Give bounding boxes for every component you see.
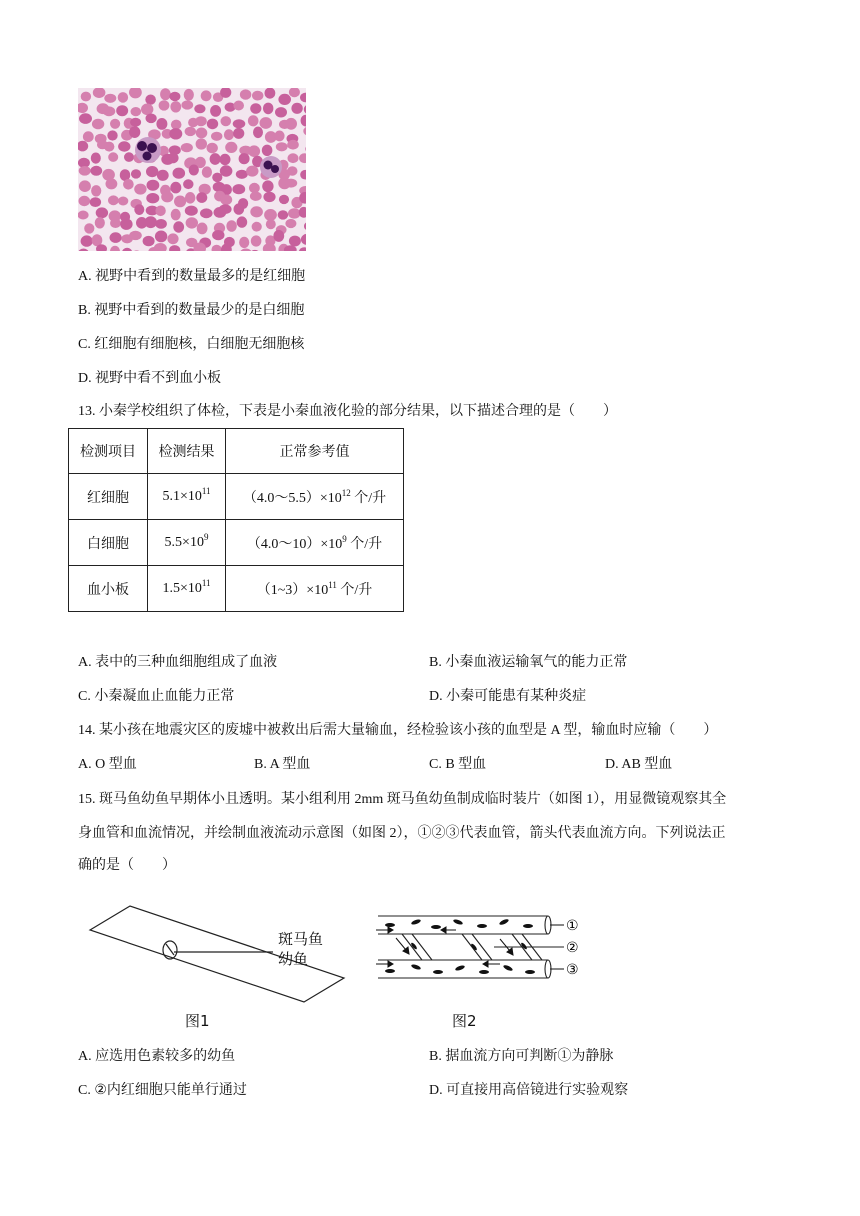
q13-option-a: A. 表中的三种血细胞组成了血液 bbox=[78, 655, 278, 670]
figure-2-vessels bbox=[372, 910, 602, 985]
q14-option-a: A. O 型血 bbox=[78, 757, 137, 772]
red-blood-cell bbox=[288, 208, 301, 218]
red-blood-cell bbox=[79, 166, 91, 176]
red-blood-cell bbox=[237, 216, 248, 227]
vessel-marker-2: ② bbox=[566, 940, 579, 956]
white-blood-cell bbox=[135, 137, 161, 163]
q15-option-d: D. 可直接用高倍镜进行实验观察 bbox=[429, 1083, 629, 1098]
red-blood-cell bbox=[278, 94, 291, 105]
red-blood-cell bbox=[207, 119, 218, 130]
red-blood-cell bbox=[279, 195, 289, 204]
table-cell-item: 血小板 bbox=[69, 566, 148, 612]
red-blood-cell bbox=[131, 107, 142, 116]
red-blood-cell bbox=[155, 231, 167, 243]
table-header: 检测结果 bbox=[148, 429, 226, 474]
red-blood-cell bbox=[155, 206, 165, 217]
red-blood-cell bbox=[186, 217, 198, 228]
red-blood-cell bbox=[263, 192, 275, 202]
table-cell-item: 白细胞 bbox=[69, 520, 148, 566]
red-blood-cell bbox=[92, 119, 104, 130]
red-blood-cell bbox=[170, 182, 181, 194]
red-blood-cell bbox=[210, 153, 221, 165]
red-blood-cell bbox=[248, 115, 259, 126]
figure-2-caption: 图2 bbox=[452, 1012, 477, 1030]
red-blood-cell bbox=[169, 92, 180, 101]
red-blood-cell bbox=[196, 128, 208, 139]
red-blood-cell bbox=[181, 100, 193, 109]
red-blood-cell bbox=[251, 235, 262, 246]
red-blood-cell bbox=[171, 209, 181, 221]
red-blood-cell bbox=[96, 207, 108, 218]
red-blood-cell bbox=[252, 222, 262, 232]
red-blood-cell bbox=[144, 216, 157, 228]
red-blood-cell bbox=[130, 118, 141, 127]
red-blood-cell bbox=[167, 233, 178, 244]
red-blood-cell bbox=[275, 107, 287, 117]
red-blood-cell bbox=[157, 170, 169, 181]
red-blood-cell bbox=[79, 196, 91, 206]
red-blood-cell bbox=[224, 129, 234, 140]
red-blood-cell bbox=[250, 103, 261, 114]
red-blood-cells bbox=[385, 918, 535, 974]
table-cell-result: $5.1\times 10^{11}$ bbox=[148, 474, 226, 520]
red-blood-cell bbox=[211, 132, 222, 141]
table-cell-item: 红细胞 bbox=[69, 474, 148, 520]
q12-option-a: A. 视野中看到的数量最多的是红细胞 bbox=[78, 269, 306, 284]
red-blood-cell bbox=[285, 219, 296, 228]
red-blood-cell bbox=[252, 91, 263, 101]
red-blood-cell bbox=[110, 232, 122, 243]
red-blood-cell bbox=[118, 197, 128, 206]
red-blood-cell bbox=[147, 180, 160, 191]
red-blood-cell bbox=[236, 170, 248, 179]
red-blood-cell bbox=[212, 230, 224, 240]
q13-option-b: B. 小秦血液运输氧气的能力正常 bbox=[429, 655, 628, 670]
table-row bbox=[69, 474, 404, 520]
vessel-marker-3: ③ bbox=[566, 962, 579, 978]
red-blood-cell bbox=[160, 88, 171, 100]
red-blood-cell bbox=[246, 166, 258, 177]
red-blood-cell bbox=[221, 116, 232, 126]
red-blood-cell bbox=[197, 223, 208, 235]
red-blood-cell bbox=[253, 127, 263, 139]
red-blood-cell bbox=[240, 89, 251, 99]
red-blood-cell bbox=[287, 140, 299, 150]
red-blood-cell bbox=[124, 152, 134, 162]
red-blood-cell bbox=[171, 120, 182, 130]
red-blood-cell bbox=[201, 90, 212, 101]
red-blood-cell bbox=[155, 219, 167, 229]
q14-stem: 14. 某小孩在地震灾区的废墟中被救出后需大量输血，经检验该小孩的血型是 A 型，输血时应输（ ） bbox=[78, 723, 718, 738]
blood-test-table bbox=[68, 428, 404, 612]
red-blood-cell bbox=[262, 145, 273, 156]
red-blood-cell bbox=[262, 180, 273, 192]
q14-option-c: C. B 型血 bbox=[429, 757, 487, 772]
red-blood-cell bbox=[266, 219, 276, 229]
red-blood-cell bbox=[232, 184, 245, 194]
red-blood-cell bbox=[131, 169, 141, 178]
red-blood-cell bbox=[129, 126, 140, 138]
red-blood-cell bbox=[185, 206, 198, 216]
red-blood-cell bbox=[260, 117, 273, 129]
red-blood-cell bbox=[104, 142, 114, 152]
q13-option-d: D. 小秦可能患有某种炎症 bbox=[429, 689, 587, 704]
q14-option-d: D. AB 型血 bbox=[605, 757, 673, 772]
red-blood-cell bbox=[108, 152, 118, 162]
table-row bbox=[69, 520, 404, 566]
fish-label: 斑马鱼 幼鱼 bbox=[278, 930, 324, 968]
q12-option-c: C. 红细胞有细胞核，白细胞无细胞核 bbox=[78, 337, 305, 352]
red-blood-cell bbox=[276, 142, 288, 151]
vessel-marker-1: ① bbox=[566, 918, 579, 934]
q13-option-c: C. 小秦凝血止血能力正常 bbox=[78, 689, 235, 704]
red-blood-cell bbox=[129, 231, 142, 240]
q15-stem-line: 15. 斑马鱼幼鱼早期体小且透明。某小组利用 2mm 斑马鱼幼鱼制成临时装片（如图 1），用显微镜观察其全 bbox=[78, 792, 727, 807]
figure-1-caption: 图1 bbox=[185, 1012, 210, 1030]
red-blood-cell bbox=[226, 220, 236, 232]
red-blood-cell bbox=[196, 138, 207, 149]
red-blood-cell bbox=[233, 119, 246, 128]
red-blood-cell bbox=[233, 128, 244, 139]
red-blood-cell bbox=[220, 195, 232, 206]
table-header-row bbox=[69, 429, 404, 474]
red-blood-cell bbox=[185, 192, 195, 204]
red-blood-cell bbox=[91, 153, 101, 164]
red-blood-cell bbox=[146, 193, 159, 203]
red-blood-cell bbox=[194, 104, 205, 113]
red-blood-cell bbox=[248, 145, 260, 157]
red-blood-cell bbox=[196, 192, 207, 203]
red-blood-cell bbox=[84, 223, 94, 233]
red-blood-cell bbox=[274, 131, 284, 142]
red-blood-cell bbox=[285, 179, 297, 188]
red-blood-cell bbox=[156, 118, 167, 130]
red-blood-cell bbox=[250, 206, 263, 217]
red-blood-cell bbox=[161, 191, 173, 202]
q13-stem: 13. 小秦学校组织了体检，下表是小秦血液化验的部分结果，以下描述合理的是（ ） bbox=[78, 404, 617, 419]
red-blood-cell bbox=[239, 153, 250, 164]
table-cell-reference: $(4.0\sim 5.5)\times 10^{12}$ 个/升 bbox=[226, 474, 404, 520]
red-blood-cell bbox=[120, 219, 132, 230]
red-blood-cell bbox=[185, 127, 196, 136]
red-blood-cell bbox=[200, 208, 213, 218]
red-blood-cell bbox=[103, 106, 116, 116]
red-blood-cell bbox=[220, 154, 231, 165]
red-blood-cell bbox=[90, 197, 101, 207]
red-blood-cell bbox=[273, 230, 284, 242]
red-blood-cell bbox=[291, 103, 302, 114]
red-blood-cell bbox=[265, 88, 276, 99]
red-blood-cell bbox=[288, 153, 299, 163]
red-blood-cell bbox=[134, 184, 146, 195]
red-blood-cell bbox=[264, 209, 277, 221]
blood-smear-micrograph bbox=[78, 88, 306, 251]
flow-arrows bbox=[376, 927, 513, 967]
red-blood-cell bbox=[146, 166, 158, 177]
red-blood-cell bbox=[141, 104, 153, 116]
red-blood-cell bbox=[233, 101, 244, 111]
red-blood-cell bbox=[143, 236, 155, 246]
q15-option-c: C. ②内红细胞只能单行通过 bbox=[78, 1083, 247, 1098]
red-blood-cell bbox=[123, 179, 134, 190]
red-blood-cell bbox=[90, 166, 102, 176]
q14-option-b: B. A 型血 bbox=[254, 757, 311, 772]
red-blood-cell bbox=[219, 204, 232, 214]
red-blood-cell bbox=[81, 235, 93, 246]
red-blood-cell bbox=[107, 130, 117, 140]
red-blood-cell bbox=[106, 178, 118, 189]
q15-option-a: A. 应选用色素较多的幼鱼 bbox=[78, 1049, 236, 1064]
q15-stem-line: 确的是（ ） bbox=[78, 858, 176, 873]
red-blood-cell bbox=[79, 113, 92, 124]
white-blood-cell bbox=[260, 156, 282, 178]
q12-option-d: D. 视野中看不到血小板 bbox=[78, 371, 222, 386]
q15-stem-line: 身血管和血流情况，并绘制血液流动示意图（如图 2），①②③代表血管，箭头代表血流方向。下列说法正 bbox=[78, 826, 726, 841]
red-blood-cell bbox=[173, 168, 186, 179]
red-blood-cell bbox=[83, 131, 94, 142]
red-blood-cell bbox=[78, 211, 89, 220]
q12-option-b: B. 视野中看到的数量最少的是白细胞 bbox=[78, 303, 305, 318]
table-header: 正常参考值 bbox=[226, 429, 404, 474]
red-blood-cell bbox=[183, 179, 193, 189]
table-cell-reference: $(1\sim 3)\times 10^{11}$ 个/升 bbox=[226, 566, 404, 612]
table-cell-reference: $(4.0\sim 10)\times 10^9$ 个/升 bbox=[226, 520, 404, 566]
red-blood-cell bbox=[95, 217, 105, 228]
red-blood-cell bbox=[118, 92, 128, 103]
red-blood-cell bbox=[289, 236, 301, 247]
table-cell-result: $1.5\times 10^{11}$ bbox=[148, 566, 226, 612]
red-blood-cell bbox=[110, 218, 121, 228]
red-blood-cell bbox=[168, 153, 179, 164]
red-blood-cell bbox=[116, 105, 128, 116]
red-blood-cell bbox=[169, 128, 182, 139]
red-blood-cell bbox=[146, 114, 157, 124]
red-blood-cell bbox=[263, 103, 273, 115]
table-header: 检测项目 bbox=[69, 429, 148, 474]
red-blood-cell bbox=[189, 165, 199, 176]
red-blood-cell bbox=[195, 116, 207, 126]
red-blood-cell bbox=[234, 203, 245, 214]
red-blood-cell bbox=[81, 92, 91, 102]
q15-option-b: B. 据血流方向可判断①为静脉 bbox=[429, 1049, 614, 1064]
red-blood-cell bbox=[210, 105, 221, 117]
red-blood-cell bbox=[184, 89, 194, 101]
red-blood-cell bbox=[181, 143, 193, 152]
red-blood-cell bbox=[220, 165, 233, 176]
red-blood-cell bbox=[278, 210, 289, 219]
red-blood-cell bbox=[159, 100, 170, 110]
red-blood-cell bbox=[145, 95, 156, 105]
red-blood-cell bbox=[287, 166, 297, 176]
red-blood-cell bbox=[239, 237, 249, 248]
red-blood-cell bbox=[285, 118, 297, 130]
red-blood-cell bbox=[118, 141, 130, 151]
red-blood-cell bbox=[173, 221, 184, 232]
red-blood-cell bbox=[170, 101, 181, 112]
red-blood-cell bbox=[91, 185, 101, 196]
red-blood-cell bbox=[207, 143, 218, 154]
red-blood-cell bbox=[174, 196, 186, 208]
red-blood-cell bbox=[225, 142, 237, 153]
red-blood-cell bbox=[134, 204, 144, 215]
red-blood-cell bbox=[104, 94, 116, 103]
red-blood-cell bbox=[250, 192, 262, 201]
table-cell-result: $5.5\times 10^9$ bbox=[148, 520, 226, 566]
red-blood-cell bbox=[110, 119, 120, 129]
red-blood-cell bbox=[108, 195, 119, 205]
table-row bbox=[69, 566, 404, 612]
red-blood-cell bbox=[79, 180, 91, 192]
red-blood-cell bbox=[202, 166, 212, 177]
